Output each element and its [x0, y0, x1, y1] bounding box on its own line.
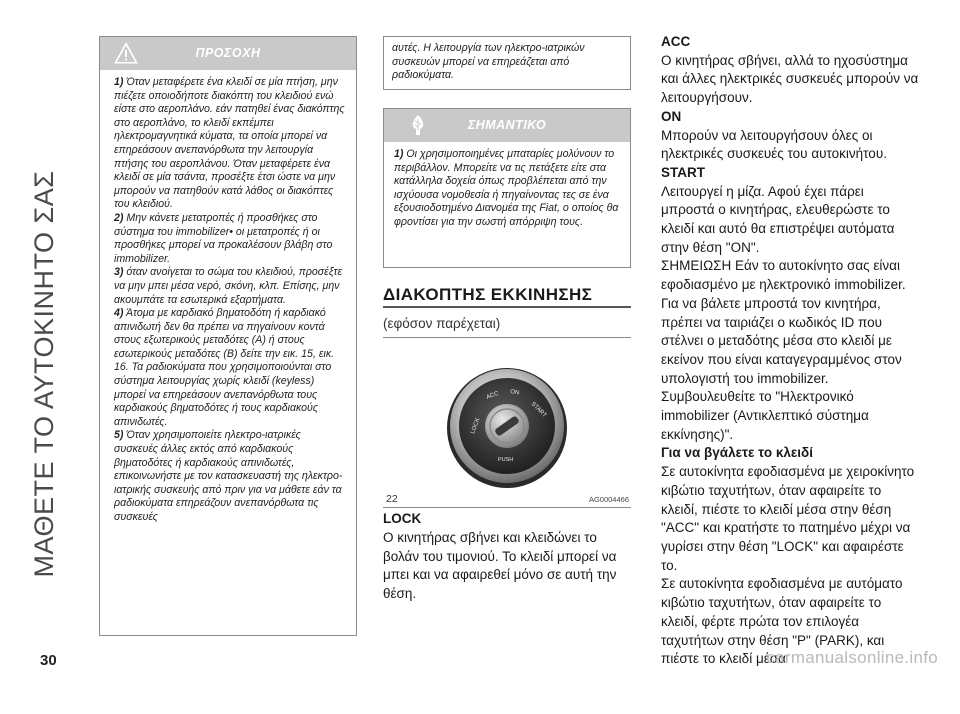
figure-bottom-rule [383, 507, 631, 508]
label-start: START [529, 401, 548, 419]
warning-box-body [100, 70, 356, 525]
lock-text: Ο κινητήρας σβήνει και κλειδώνει το βολάν του τιμονιού. Το κλειδί μπορεί να μπει και να αφαιρεθεί μόνο σε αυτή την θέση. [383, 530, 617, 601]
manual-gearbox-text: Σε αυτοκίνητα εφοδιασμένα με χειροκίνητο κιβώτιο ταχυτήτων, όταν αφαιρείτε το κλειδί, πιέστε το κλειδί μέσα στην θέση "ACC" και κρατήστε το πατημένο μέχρι να γυρίσει στην θέση "LOCK" και αφαιρέστε το. [661, 464, 915, 573]
section-subtitle: (εφόσον παρέχεται) [383, 316, 501, 331]
figure-number: 22 [386, 493, 398, 505]
column-3 [661, 33, 919, 669]
acc-heading: ACC [661, 34, 691, 49]
important-box-body [384, 142, 630, 230]
figure-top-rule [383, 337, 631, 338]
label-acc: ACC [485, 390, 500, 401]
acc-text: Ο κινητήρας σβήνει, αλλά το ηχοσύστημα και άλλες ηλεκτρικές συσκευές μπορούν να λειτουργήσουν. [661, 52, 919, 106]
ignition-switch-figure [383, 344, 631, 508]
on-heading: ON [661, 108, 682, 124]
warning-box [99, 36, 357, 636]
watermark: carmanualsonline.info [766, 648, 938, 667]
warning-item: 1) Όταν μεταφέρετε ένα κλειδί σε μία πτήση, μην πιέζετε οποιοδήποτε διακόπτη του κλειδιού ενώ είστε στο αεροπλάνο. εάν πατηθεί ένας διακόπτης στο αεροπλάνο, το κλειδί εκπέμπει ηλεκτρομαγνητικά κύματα, τα οποία μπορεί να επηρεάσουν ανεπανόρθωτα την λειτουργία πτήσης του αεροπλάνου. Όταν μεταφέρετε ένα κλειδί σε μία τσάντα, προσέξτε έτσι ώστε να μην μπορούν να πατηθούν κατά λάθος οι διακόπτες του κλειδιού. [114, 76, 345, 211]
warning-box-header [100, 37, 356, 70]
label-lock: LOCK [470, 417, 482, 435]
warning-item: 5) Όταν χρησιμοποιείτε ηλεκτρο-ιατρικές συσκευές άλλες εκτός από καρδιακούς βηματοδότες ή καρδιακούς απινιδωτές, επικοινωνήστε με τον κατασκευαστή της ηλεκτρο-ιατρικής συσκευής από πριν για να μάθετε εάν τα ραδιοκύματα επηρεάζουν ανεπανόρθωτα τις συσκευές [114, 429, 343, 523]
warning-item: 3) όταν ανοίγεται το σώμα του κλειδιού, προσέξτε να μην μπει μέσα νερό, σκόνη, κλπ. Επίσης, μην ακουμπάτε τα εσωτερικά εξαρτήματα. [114, 266, 343, 306]
warning-item: 4) Άτομα με καρδιακό βηματοδότη ή καρδιακό απινιδωτή δεν θα πρέπει να πηγαίνουν κοντά στους εξωτερικούς μεταδότες (A) ή στους εσωτερικούς μεταδότες (B) δείτε την εικ. 15, εικ. 16. Τα ραδιοκύματα που χρησιμοποιούνται στο σύστημα λειτουργίας χωρίς κλειδί (keyless) μπορεί να επηρεάσουν ανεπανόρθωτα τους καρδιακούς βηματοδότες ή τους καρδιακούς απινιδωτές. [114, 307, 335, 428]
column-2 [383, 36, 631, 601]
on-text: Μπορούν να λειτουργήσουν όλες οι ηλεκτρικές συσκευές του αυτοκινήτου. [661, 127, 887, 162]
side-title: ΜΑΘΕΤΕ ΤΟ ΑΥΤΟΚΙΝΗΤΟ ΣΑΣ [29, 170, 59, 578]
important-box-header [384, 109, 630, 142]
important-box-title: ΣΗΜΑΝΤΙΚΟ [467, 118, 547, 132]
label-push: PUSH [498, 457, 514, 463]
important-item: 1) Οι χρησιμοποιημένες μπαταρίες μολύνουν το περιβάλλον. Μπορείτε να τις πετάξετε είτε στα κατάλληλα δοχεία όπως προβλέπεται από την ισχύουσα νομοθεσία ή πηγαίνοντας τες σε ένα εξουσιοδοτημένο Διανομέα της Fiat, ο οποίος θα φροντίσει για την σωστή απόρριψη τους. [394, 148, 619, 228]
start-heading: START [661, 164, 705, 180]
important-box [383, 108, 631, 268]
figure-code: AG0004466 [588, 495, 629, 504]
lock-heading: LOCK [383, 511, 422, 526]
automatic-gearbox-text: Σε αυτοκίνητα εφοδιασμένα με αυτόματο κιβώτιο ταχυτήτων, όταν αφαιρείτε το κλειδί, φέρτε πρώτα τον επιλογέα ταχυτήτων στην θέση "P" (PARK), και πιέστε το κλειδί μέσα [661, 576, 903, 667]
warning-item: 2) Μην κάνετε μετατροπές ή προσθήκες στο σύστημα του immobilizer• οι μετατροπές ή οι προσθήκες μπορεί να προκαλέσουν βλάβη στο immobilizer. [114, 211, 333, 265]
start-text: Λειτουργεί η μίζα. Αφού έχει πάρει μπροστά ο κινητήρας, ελευθερώστε το κλειδί και αυτό θα επιστρέψει αυτόματα στην θέση "ON". [661, 183, 895, 255]
remove-key-heading: Για να βγάλετε το κλειδί [661, 445, 813, 461]
warning-box-title: ΠΡΟΣΟΧΗ [195, 46, 261, 60]
warning-continued-box: αυτές. Η λειτουργία των ηλεκτρο-ιατρικών συσκευών μπορεί να επηρεάζεται από ραδιοκύματα. [383, 36, 631, 90]
section-rule [383, 306, 631, 308]
page-number: 30 [40, 652, 57, 669]
section-title: ΔΙΑΚΟΠΤΗΣ ΕΚΚΙΝΗΣΗΣ [383, 285, 593, 304]
note-text: ΣΗΜΕΙΩΣΗ Εάν το αυτοκίνητο σας είναι εφοδιασμένο με ηλεκτρονικό immobilizer. Για να βάλετε μπροστά τον κινητήρα, πρέπει να ταιριάζει ο κωδικός ID που στέλνει ο μεταδότης μέσα στο κλειδί με εκείνον που είναι καταγεγραμμένος στον υπολογιστή του immobilizer. Συμβουλευθείτε το "Ηλεκτρονικό immobilizer (Αντικλεπτικό σύστημα εκκίνησης)". [661, 258, 906, 442]
label-on: ON [509, 389, 520, 397]
